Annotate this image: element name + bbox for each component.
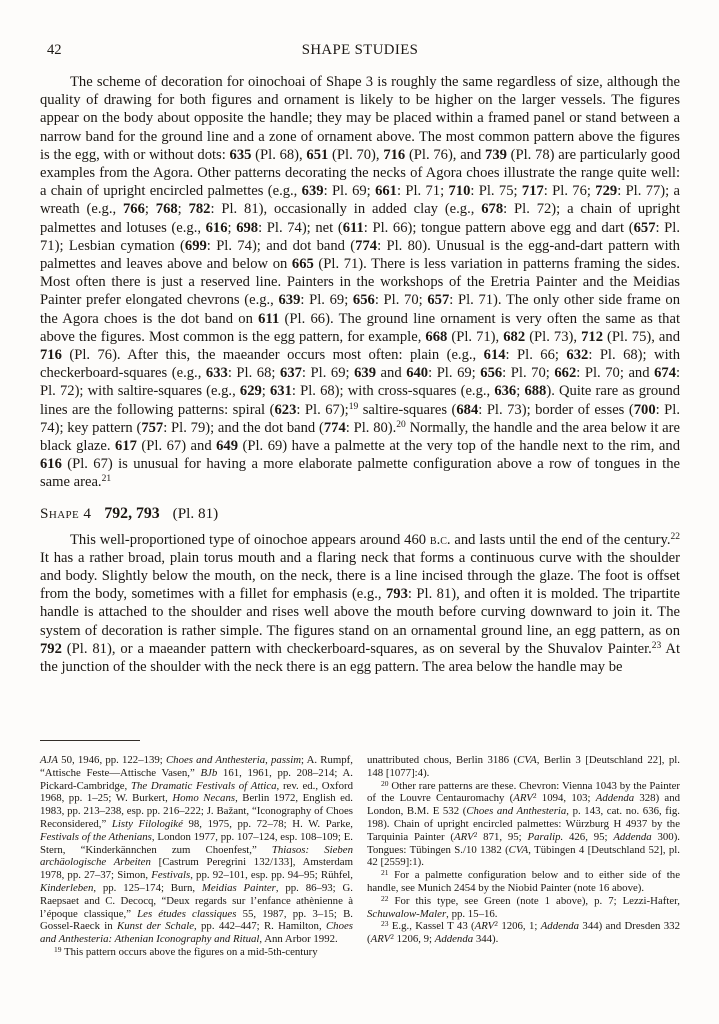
footnote-21: $^{21}$ For a palmette configuration below and to either side of the handle, see Munich 2454 by the Niobid Painter (note 16 above). [367, 868, 680, 894]
page-number: 42 [47, 42, 62, 58]
footnotes-right-column [367, 754, 680, 959]
footnote-19: $^{19}$ This pattern occurs above the figures on a mid-5th-century [54, 944, 318, 958]
paragraph-shape3-decoration: The scheme of decoration for oinochoai of Shape 3 is roughly the same regardless of size, although the quality of drawing for both figures and ornament is likely to be higher on the larger vessels. The figures appear on the body about opposite the handle; they may be placed within a framed panel or stand between a narrow band for the ground line and a zone of ornament above. The most common pattern above the figures is the egg, with or without dots: 635 (Pl. 68), 651 (Pl. 70), 716 (Pl. 76), and 739 (Pl. 78) are particularly good examples from the Agora. Other patterns decorating the necks of Agora choes illustrate the range quite well: a chain of upright encircled palmettes (e.g., 639: Pl. 69; 661: Pl. 71; 710: Pl. 75; 717: Pl. 76; 729: Pl. 77); a wreath (e.g., 766; 768; 782: Pl. 81), occasionally in added clay (e.g., 678: Pl. 72); a chain of upright palmettes and lotuses (e.g., 616; 698: Pl. 74); net (611: Pl. 66); tongue pattern above egg and dart (657: Pl. 71); Lesbian cymation (699: Pl. 74); and dot band (774: Pl. 80). Unusual is the egg-and-dart pattern with palmettes and leaves above and below on 665 (Pl. 71). There is less variation in patterns framing the sides. Most often there is just a reserved line. Painters in the workshops of the Eretria Painter and the Meidias Painter prefer elongated chevrons (e.g., 639: Pl. 69; 656: Pl. 70; 657: Pl. 71). The only other side frame on the Agora choes is the dot band on 611 (Pl. 66). The ground line ornament is very often the same as that above the figures. Most common is the egg pattern, for example, 668 (Pl. 71), 682 (Pl. 73), 712 (Pl. 75), and 716 (Pl. 76). After this, the maeander occurs most often: plain (e.g., 614: Pl. 66; 632: Pl. 68); with checkerboard-squares (e.g., 633: Pl. 68; 637: Pl. 69; 639 and 640: Pl. 69; 656: Pl. 70; 662: Pl. 70; and 674: Pl. 72); with saltire-squares (e.g., 629; 631: Pl. 68); with cross-squares (e.g., 636; 688). Quite rare as ground lines are the following patterns: spiral (623: Pl. 67);$^{19}$ saltire-squares (684: Pl. 73); border of esses (700: Pl. 74); key pattern (757: Pl. 79); and the dot band (774: Pl. 80).$^{20}$ Normally, the handle and the area below it are black glaze. 617 (Pl. 67) and 649 (Pl. 69) have a palmette at the very top of the handle next to the rim, and 616 (Pl. 67) is unusual for having a more elaborate palmette configuration above a row of tongues in the same area.$^{21}$ [40, 74, 681, 491]
footnotes [40, 754, 680, 959]
running-head-title: SHAPE STUDIES [301, 42, 419, 58]
body-text [40, 73, 680, 676]
paragraph-shape4-description: This well-proportioned type of oinochoe appears around 460 b.c. and lasts until the end of the century.$^{22}$ It has a rather broad, plain torus mouth and a flaring neck that forms a continuous curve with the shoulder and body. Slightly below the mouth, on the neck, there is a line incised through the glaze. The foot is offset from the body, sometimes with a fillet for emphasis (e.g., 793: Pl. 81), and often it is molded. The tripartite handle is attached to the shoulder and rises well above the mouth before curving downward to join it. The system of decoration is rather simple. The figures stand on an ornamental ground line, an egg pattern, as on 792 (Pl. 81), or a maeander pattern with checkerboard-squares, as on several by the Shuvalov Painter.$^{23}$ At the junction of the shoulder with the neck there is an egg pattern. The area below the handle may be [40, 531, 680, 676]
footnote-23: $^{23}$ E.g., Kassel T 43 (ARV$^2$ 1206, 1; Addenda 344) and Dresden 332 (ARV$^2$ 1206, 9; Addenda 344). [367, 919, 680, 946]
footnote-separator-rule [40, 740, 140, 741]
footnotes-left-column [40, 754, 353, 959]
section-heading-shape4 [40, 504, 680, 524]
shape4-catalogue-numbers: 792, 793 [104, 504, 160, 522]
shape4-label: Shape 4 [40, 504, 92, 522]
footnote-continuation: AJA 50, 1946, pp. 122–139; Choes and Anthesteria, passim; A. Rumpf, “Attische Feste—Attische Vasen,” BJb 161, 1961, pp. 208–214; A. Pickard-Cambridge, The Dramatic Festivals of Attica, rev. ed., Oxford 1968, pp. 1–25; W. Burkert, Homo Necans, Berlin 1972, English ed. 1983, pp. 213–238, esp. pp. 216–222; J. Bažant, “Iconography of Choes Reconsidered,” Listy Filologiké 98, 1975, pp. 72–78; H. W. Parke, Festivals of the Athenians, London 1977, pp. 107–124, esp. 108–109; E. Stern, “Kinderkännchen zum Choenfest,” Thiasos: Sieben archäologische Arbeiten [Castrum Peregrini 132/133], Amsterdam 1978, pp. 27–37; Simon, Festivals, pp. 92–101, esp. pp. 94–95; Rühfel, Kinderleben, pp. 125–174; Burn, Meidias Painter, pp. 86–93; G. Raepsaet and C. Decocq, “Deux regards sur l’enfance athènienne à l’époque classique,” Les études classiques 55, 1987, pp. 3–15; B. Gossel-Raeck in Kunst der Schale, pp. 442–447; R. Hamilton, Choes and Anthesteria: Athenian Iconography and Ritual, Ann Arbor 1992. [40, 754, 354, 946]
footnote-22: $^{22}$ For this type, see Green (note 1 above), p. 7; Lezzi-Hafter, Schuwalow-Maler, pp. 15–16. [367, 893, 680, 920]
footnote-19-continuation: unattributed chous, Berlin 3186 (CVA, Berlin 3 [Deutschland 22], pl. 148 [1077]:4). [367, 754, 680, 779]
running-header [40, 42, 680, 62]
shape4-plate-ref: (Pl. 81) [172, 504, 219, 522]
footnote-20: $^{20}$ Other rare patterns are these. Chevron: Vienna 1043 by the Painter of the Louvre Centauromachy (ARV$^2$ 1094, 103; Addenda 328) and London, B.M. E 532 (Choes and Anthesteria, p. 143, cat. no. 636, fig. 198). Chain of upright encircled palmettes: Würzburg H 4937 by the Tarquinia Painter (ARV$^2$ 871, 95; Paralip. 426, 95; Addenda 300). Tongues: Tübingen S./10 1382 (CVA, Tübingen 4 [Deutschland 52], pl. 42 [2559]:1). [367, 778, 680, 869]
